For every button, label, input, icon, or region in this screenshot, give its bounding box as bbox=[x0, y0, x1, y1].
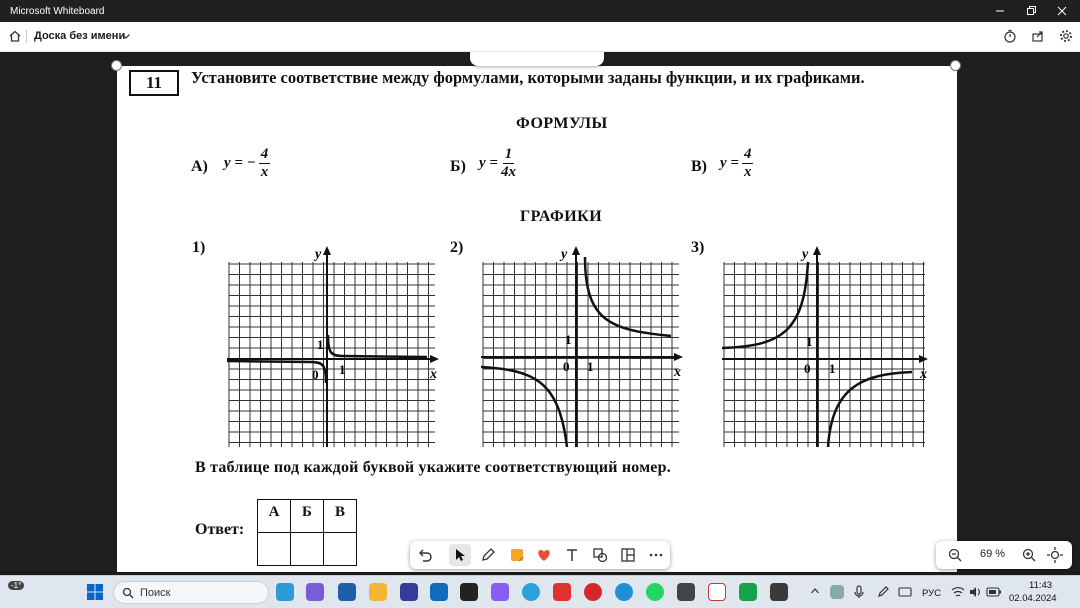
home-icon[interactable] bbox=[8, 29, 22, 43]
graph-2-grid bbox=[483, 262, 679, 447]
graph-1-curve-right bbox=[328, 335, 427, 357]
sticky-note-icon[interactable] bbox=[508, 546, 526, 564]
whiteboard-app-icon[interactable] bbox=[338, 583, 356, 601]
copilot-icon[interactable] bbox=[276, 583, 294, 601]
chevron-up-icon[interactable] bbox=[810, 586, 820, 596]
graph-3-label: 3) bbox=[691, 239, 705, 256]
edge-icon[interactable] bbox=[615, 583, 633, 601]
pinterest-icon[interactable] bbox=[584, 583, 602, 601]
graph-3-one-x: 1 bbox=[829, 361, 836, 376]
tray-app-icon[interactable] bbox=[830, 585, 844, 599]
graph-3-x-label: x bbox=[920, 367, 927, 382]
formula-c bbox=[720, 146, 753, 181]
graph-1-one-y: 1 bbox=[317, 337, 324, 352]
cursor-icon bbox=[453, 548, 467, 562]
minimize-icon bbox=[995, 6, 1005, 16]
graph-3-y-label: y bbox=[802, 247, 809, 262]
graph-2-curve-right bbox=[585, 257, 671, 336]
formula-a-lhs: y = − bbox=[224, 155, 256, 171]
graph-3-origin: 0 bbox=[804, 361, 811, 376]
terminal-icon[interactable] bbox=[460, 583, 478, 601]
windows-taskbar bbox=[0, 575, 1080, 608]
formula-c-lhs: y = bbox=[720, 155, 739, 171]
graph-3 bbox=[722, 242, 937, 447]
graph-3-one-y: 1 bbox=[806, 334, 813, 349]
app-icon-blue[interactable] bbox=[400, 583, 418, 601]
zoom-in-icon[interactable] bbox=[1020, 546, 1038, 564]
close-button[interactable] bbox=[1044, 0, 1080, 22]
app-icon-colorful[interactable] bbox=[491, 583, 509, 601]
formula-b-numerator: 1 bbox=[504, 146, 513, 162]
board-name[interactable]: Доска без имени bbox=[34, 30, 126, 42]
graph-2-x-arrow bbox=[674, 353, 683, 361]
app-icon-shield[interactable] bbox=[677, 583, 695, 601]
formula-a-numerator: 4 bbox=[260, 146, 269, 162]
pen-tray-icon[interactable] bbox=[876, 585, 890, 599]
formula-b-letter: Б) bbox=[450, 158, 466, 175]
graphs-heading: ГРАФИКИ bbox=[520, 208, 603, 225]
app-icon-purple[interactable] bbox=[306, 583, 324, 601]
share-icon[interactable] bbox=[1031, 29, 1045, 43]
answer-header-b: Б bbox=[291, 500, 324, 533]
answer-header-a: А bbox=[258, 500, 291, 533]
graph-3-grid bbox=[724, 262, 925, 447]
windows-start-icon[interactable] bbox=[86, 583, 104, 601]
graph-1-one-x: 1 bbox=[339, 362, 346, 377]
file-explorer-icon[interactable] bbox=[369, 583, 387, 601]
taskbar-search[interactable] bbox=[113, 581, 269, 604]
graph-2-origin: 0 bbox=[563, 359, 570, 374]
window-title: Microsoft Whiteboard bbox=[10, 5, 105, 17]
yandex-icon[interactable] bbox=[553, 583, 571, 601]
graph-2-one-x: 1 bbox=[587, 359, 594, 374]
selection-handle-top-left[interactable] bbox=[111, 60, 122, 71]
telegram-icon[interactable] bbox=[522, 583, 540, 601]
answer-label: Ответ: bbox=[195, 521, 245, 538]
context-toolbar[interactable] bbox=[470, 52, 604, 66]
formula-b-lhs: y = bbox=[479, 155, 498, 171]
task-text: Установите соответствие между формулами, которыми заданы функции, и их графиками. bbox=[191, 68, 865, 87]
app-icon-dark[interactable] bbox=[770, 583, 788, 601]
graph-1 bbox=[227, 242, 447, 447]
app-header bbox=[0, 22, 1080, 52]
battery-icon[interactable] bbox=[986, 586, 1002, 598]
zoom-value[interactable]: 69 % bbox=[980, 548, 1006, 560]
whiteboard-canvas[interactable] bbox=[0, 52, 1080, 572]
formula-b-denominator: 4x bbox=[500, 164, 516, 180]
search-placeholder: Поиск bbox=[140, 587, 171, 599]
graph-1-label: 1) bbox=[192, 239, 206, 256]
shapes-icon[interactable] bbox=[591, 546, 609, 564]
formula-a-letter: А) bbox=[191, 158, 208, 175]
formula-a bbox=[224, 146, 270, 181]
answer-cell-b[interactable] bbox=[291, 533, 324, 566]
graph-2-x-label: x bbox=[674, 365, 681, 380]
outlook-icon[interactable] bbox=[430, 583, 448, 601]
settings-gear-icon[interactable] bbox=[1059, 29, 1073, 43]
microphone-icon[interactable] bbox=[853, 585, 865, 599]
reaction-heart-icon[interactable] bbox=[535, 546, 553, 564]
keyboard-icon[interactable] bbox=[898, 586, 912, 598]
pen-icon[interactable] bbox=[479, 546, 497, 564]
graph-1-x-label: x bbox=[430, 367, 437, 382]
instruction-text: В таблице под каждой буквой укажите соответствующий номер. bbox=[195, 459, 671, 476]
graph-2-label: 2) bbox=[450, 239, 464, 256]
select-tool-button[interactable] bbox=[449, 544, 471, 566]
graph-1-y-label: y bbox=[315, 247, 322, 262]
language-indicator[interactable]: РУС bbox=[922, 588, 942, 599]
undo-icon[interactable] bbox=[416, 546, 434, 564]
graph-2-one-y: 1 bbox=[565, 332, 572, 347]
graph-1-y-arrow bbox=[323, 246, 331, 255]
search-icon bbox=[122, 587, 134, 599]
fit-to-screen-icon[interactable] bbox=[1046, 546, 1064, 564]
answer-cell-a[interactable] bbox=[258, 533, 291, 566]
bottom-toolbar bbox=[410, 541, 670, 569]
zoom-out-icon[interactable] bbox=[946, 546, 964, 564]
selection-handle-top-right[interactable] bbox=[950, 60, 961, 71]
clock-time[interactable]: 11:43 bbox=[1029, 580, 1053, 591]
graph-2-y-label: y bbox=[561, 247, 568, 262]
clock-date[interactable]: 02.04.2024 bbox=[1009, 593, 1057, 604]
formula-a-denominator: x bbox=[260, 164, 269, 180]
answer-header-c: В bbox=[324, 500, 357, 533]
answer-table bbox=[257, 499, 357, 566]
timer-icon[interactable] bbox=[1003, 29, 1017, 43]
text-tool-icon[interactable] bbox=[563, 546, 581, 564]
window-title-bar bbox=[0, 0, 1080, 22]
answer-cell-c[interactable] bbox=[324, 533, 357, 566]
yandex-browser-icon[interactable] bbox=[708, 583, 726, 601]
chevron-down-icon[interactable] bbox=[121, 31, 131, 41]
graph-2 bbox=[481, 242, 691, 447]
formula-c-numerator: 4 bbox=[743, 146, 752, 162]
zoom-controls bbox=[936, 541, 1072, 569]
header-divider bbox=[26, 30, 27, 43]
formula-c-letter: В) bbox=[691, 158, 707, 175]
graph-3-y-arrow bbox=[813, 246, 821, 255]
weather-widget[interactable]: -1° bbox=[8, 581, 24, 590]
worksheet-image[interactable] bbox=[117, 66, 957, 572]
formulas-heading: ФОРМУЛЫ bbox=[516, 115, 608, 132]
task-number: 11 bbox=[129, 70, 179, 96]
formula-c-denominator: x bbox=[743, 164, 752, 180]
more-options-icon[interactable] bbox=[647, 546, 665, 564]
restore-icon bbox=[1026, 6, 1036, 16]
graph-3-curve-right bbox=[828, 372, 912, 447]
xbox-icon[interactable] bbox=[739, 583, 757, 601]
graph-1-origin: 0 bbox=[312, 367, 319, 382]
template-icon[interactable] bbox=[619, 546, 637, 564]
graph-2-y-arrow bbox=[572, 246, 580, 255]
formula-b bbox=[479, 146, 516, 181]
close-icon bbox=[1057, 6, 1067, 16]
wifi-icon[interactable] bbox=[951, 585, 965, 599]
whatsapp-icon[interactable] bbox=[646, 583, 664, 601]
volume-icon[interactable] bbox=[968, 585, 982, 599]
graph-1-x-arrow bbox=[430, 355, 439, 363]
